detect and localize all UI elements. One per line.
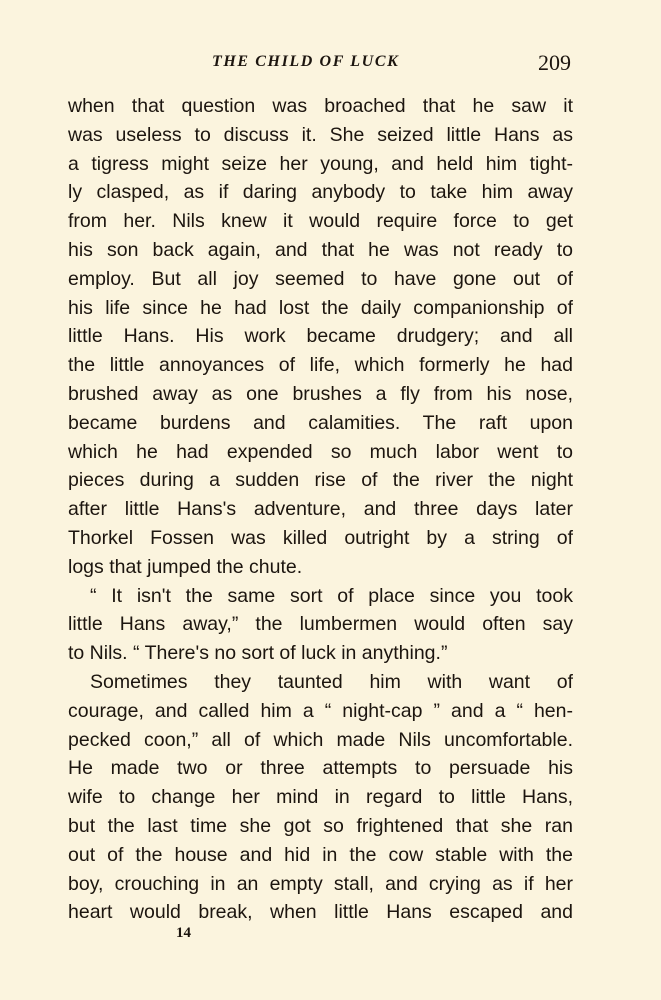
text-line-paragraph-start: “ It isn't the same sort of place since you took xyxy=(90,584,573,607)
running-title: THE CHILD OF LUCK xyxy=(212,53,400,70)
text-line: was useless to discuss it. She seized little Hans as xyxy=(68,123,573,146)
text-line: boy, crouching in an empty stall, and crying as if her xyxy=(68,872,573,895)
signature-mark: 14 xyxy=(176,925,191,941)
body-text xyxy=(68,92,573,927)
page-number: 209 xyxy=(538,50,571,75)
text-line: but the last time she got so frightened that she ran xyxy=(68,814,573,837)
text-line: his life since he had lost the daily companionship of xyxy=(68,296,573,319)
text-line: became burdens and calamities. The raft upon xyxy=(68,411,573,434)
text-line: little Hans. His work became drudgery; and all xyxy=(68,325,573,348)
text-line: Thorkel Fossen was killed outright by a string of xyxy=(68,526,573,549)
text-line-paragraph-end: logs that jumped the chute. xyxy=(68,555,303,578)
text-line: after little Hans's adventure, and three days later xyxy=(68,498,573,521)
text-line: when that question was broached that he saw it xyxy=(68,95,573,117)
text-line: brushed away as one brushes a fly from his nose, xyxy=(68,382,573,405)
text-line: wife to change her mind in regard to little Hans, xyxy=(68,786,573,809)
text-line: a tigress might seize her young, and held him tight- xyxy=(68,152,573,175)
text-line: ly clasped, as if daring anybody to take him away xyxy=(68,181,573,204)
text-line: which he had expended so much labor went to xyxy=(68,440,573,463)
text-line-paragraph-start: Sometimes they taunted him with want of xyxy=(90,670,573,693)
text-line: employ. But all joy seemed to have gone out of xyxy=(68,267,573,290)
text-line: He made two or three attempts to persuade his xyxy=(68,757,573,780)
text-line: little Hans away,” the lumbermen would often say xyxy=(68,613,573,636)
text-line: from her. Nils knew it would require force to get xyxy=(68,210,573,233)
text-line: courage, and called him a “ night-cap ” and a “ hen- xyxy=(68,699,573,722)
text-line: his son back again, and that he was not ready to xyxy=(68,238,573,261)
text-line: pecked coon,” all of which made Nils uncomfortable. xyxy=(68,728,573,751)
text-line: the little annoyances of life, which formerly he had xyxy=(68,354,573,377)
text-line-paragraph-end: to Nils. “ There's no sort of luck in anything.” xyxy=(68,642,448,665)
text-line: heart would break, when little Hans escaped and xyxy=(68,901,573,924)
text-line: out of the house and hid in the cow stable with the xyxy=(68,843,573,866)
text-line: pieces during a sudden rise of the river the night xyxy=(68,469,573,492)
